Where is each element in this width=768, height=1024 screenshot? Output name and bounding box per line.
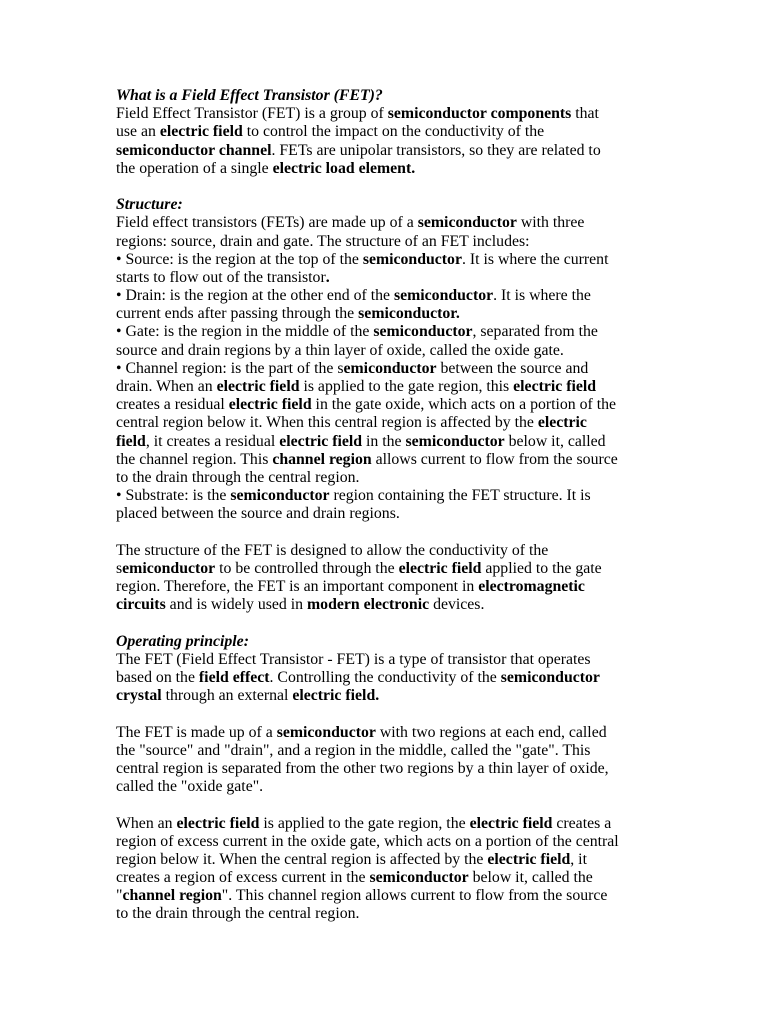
- blank-line: [116, 178, 658, 196]
- text-run: in the gate oxide, which acts on a portion of the: [311, 396, 617, 414]
- text-line: [116, 851, 658, 869]
- text-line: [116, 833, 658, 851]
- text-run: region containing the FET structure. It is: [329, 487, 591, 505]
- heading-text: What is a Field Effect Transistor (FET)?: [116, 87, 383, 104]
- text-line: [116, 451, 658, 469]
- text-line: [116, 651, 658, 669]
- text-run: The FET (Field Effect Transistor - FET) is a type of transistor that operates: [116, 650, 591, 668]
- text-run: devices.: [429, 596, 485, 614]
- text-run: to be controlled through the: [215, 559, 399, 577]
- bold-term: field: [116, 432, 146, 450]
- bold-term: electric field: [176, 814, 260, 832]
- blank-line: [116, 705, 658, 723]
- text-line: [116, 469, 658, 487]
- text-line: [116, 487, 658, 505]
- bold-term: electric field: [159, 123, 243, 141]
- text-line: [116, 323, 658, 341]
- text-run: allows current to flow from the source: [371, 450, 618, 468]
- bold-term: circuits: [116, 596, 166, 614]
- text-line: [116, 287, 658, 305]
- section-heading: [116, 196, 658, 214]
- text-run: drain. When an: [116, 378, 217, 395]
- text-run: the "source" and "drain", and a region in the middle, called the "gate". This: [116, 741, 591, 759]
- text-line: [116, 160, 658, 178]
- text-line: [116, 596, 658, 614]
- text-run: source and drain regions by a thin layer of oxide, called the oxide gate.: [116, 341, 564, 359]
- text-run: , separated from the: [472, 323, 598, 341]
- text-run: • Channel region: is the part of the s: [116, 359, 344, 377]
- text-run: and is widely used in: [165, 596, 308, 614]
- bold-term: semiconductor: [276, 723, 376, 741]
- text-run: with two regions at each end, called: [375, 723, 607, 741]
- text-run: placed between the source and drain regions.: [116, 505, 400, 523]
- bold-term: semiconductor: [417, 214, 517, 232]
- text-run: region of excess current in the oxide gate, which acts on a portion of the central: [116, 832, 619, 850]
- text-line: [116, 378, 658, 396]
- bold-term: electric field: [216, 378, 300, 395]
- section-heading: [116, 87, 658, 105]
- text-run: below it, called: [504, 432, 606, 450]
- bold-term: electric field.: [292, 687, 380, 705]
- bold-term: electric field: [398, 559, 482, 577]
- text-run: . It is where the: [493, 287, 591, 305]
- text-line: [116, 214, 658, 232]
- text-line: [116, 905, 658, 923]
- text-line: [116, 105, 658, 123]
- text-run: • Source: is the region at the top of the: [116, 250, 363, 268]
- bold-term: electric: [537, 414, 587, 432]
- text-run: current ends after passing through the: [116, 305, 359, 323]
- text-run: based on the: [116, 669, 199, 686]
- document-body: [116, 87, 658, 924]
- text-run: . Controlling the conductivity of the: [269, 669, 501, 686]
- bold-term: electric field: [279, 432, 363, 450]
- bold-term: electromagnetic: [478, 578, 585, 596]
- bold-term: semiconductor: [393, 287, 494, 305]
- text-line: [116, 505, 658, 523]
- text-run: to the drain through the central region.: [116, 905, 360, 923]
- bold-term: semiconductor: [362, 250, 462, 268]
- bold-term: semiconductor: [230, 487, 330, 505]
- text-run: s: [116, 559, 123, 577]
- text-run: below it, called the: [468, 869, 593, 887]
- text-run: ". This channel region allows current to flow from the source: [221, 887, 608, 905]
- text-line: [116, 414, 658, 432]
- text-line: [116, 669, 658, 687]
- text-run: that: [571, 105, 599, 123]
- text-run: central region is separated from the other two regions by a thin layer of oxide,: [116, 759, 609, 777]
- text-run: Field effect transistors (FETs) are made up of a: [116, 214, 418, 232]
- bold-term: semiconductor channel: [116, 141, 272, 159]
- text-run: the operation of a single: [116, 159, 273, 177]
- bold-term: emiconductor: [122, 559, 216, 577]
- bold-term: semiconductor: [373, 323, 473, 341]
- text-run: called the "oxide gate".: [116, 778, 264, 796]
- text-line: [116, 142, 658, 160]
- text-line: [116, 396, 658, 414]
- heading-text: Operating principle:: [116, 632, 249, 650]
- text-run: , it creates a residual: [145, 432, 280, 450]
- bold-term: crystal: [116, 687, 162, 705]
- text-run: the channel region. This: [116, 450, 273, 468]
- bold-term: electric field: [487, 850, 571, 868]
- text-line: [116, 342, 658, 360]
- text-line: [116, 233, 658, 251]
- bold-term: semiconductor: [500, 669, 600, 686]
- text-run: regions: source, drain and gate. The structure of an FET includes:: [116, 232, 530, 250]
- text-line: [116, 887, 658, 905]
- blank-line: [116, 614, 658, 632]
- text-run: creates a: [552, 814, 612, 832]
- text-run: When an: [116, 814, 177, 832]
- text-run: The structure of the FET is designed to allow the conductivity of the: [116, 541, 549, 559]
- text-line: [116, 269, 658, 287]
- text-run: is applied to the gate region, the: [259, 814, 470, 832]
- text-run: in the: [362, 432, 406, 450]
- text-line: [116, 433, 658, 451]
- bold-term: field effect: [198, 669, 270, 686]
- text-run: to the drain through the central region.: [116, 468, 360, 486]
- text-run: region. Therefore, the FET is an important component in: [116, 578, 479, 596]
- bold-term: electric load element.: [272, 159, 416, 177]
- bold-term: semiconductor.: [358, 305, 460, 323]
- text-run: region below it. When the central region is affected by the: [116, 850, 488, 868]
- text-run: , it: [570, 850, 587, 868]
- text-run: Field Effect Transistor (FET) is a group of: [116, 105, 388, 123]
- text-run: • Substrate: is the: [116, 487, 231, 505]
- text-line: [116, 742, 658, 760]
- text-run: The FET is made up of a: [116, 723, 277, 741]
- bold-term: semiconductor components: [387, 105, 572, 123]
- bold-term: electric field: [513, 378, 597, 395]
- text-line: [116, 760, 658, 778]
- text-run: through an external: [161, 687, 293, 705]
- text-run: ": [116, 887, 123, 905]
- text-line: [116, 123, 658, 141]
- text-line: [116, 724, 658, 742]
- bold-term: electric field: [228, 396, 312, 414]
- text-run: central region below it. When this central region is affected by the: [116, 414, 538, 432]
- text-line: [116, 251, 658, 269]
- text-run: between the source and: [436, 359, 589, 377]
- text-line: [116, 560, 658, 578]
- text-run: is applied to the gate region, this: [299, 378, 514, 395]
- text-run: . FETs are unipolar transistors, so they are related to: [271, 141, 601, 159]
- text-line: [116, 542, 658, 560]
- text-line: [116, 778, 658, 796]
- text-run: starts to flow out of the transistor: [116, 268, 326, 286]
- text-run: applied to the gate: [481, 559, 602, 577]
- blank-line: [116, 524, 658, 542]
- text-run: creates a region of excess current in the: [116, 869, 370, 887]
- text-run: with three: [516, 214, 585, 232]
- bold-term: electric field: [469, 814, 553, 832]
- bold-term: channel region: [272, 450, 372, 468]
- text-line: [116, 578, 658, 596]
- bold-term: modern electronic: [307, 596, 430, 614]
- bold-term: emiconductor: [343, 359, 437, 377]
- text-line: [116, 869, 658, 887]
- text-run: creates a residual: [116, 396, 229, 414]
- bold-term: semiconductor: [405, 432, 505, 450]
- bold-term: .: [325, 268, 330, 286]
- text-line: [116, 687, 658, 705]
- text-run: to control the impact on the conductivity of the: [242, 123, 545, 141]
- text-run: use an: [116, 123, 160, 141]
- text-line: [116, 815, 658, 833]
- text-run: • Gate: is the region in the middle of the: [116, 323, 374, 341]
- text-run: • Drain: is the region at the other end of the: [116, 287, 394, 305]
- bold-term: channel region: [122, 887, 222, 905]
- text-line: [116, 360, 658, 378]
- blank-line: [116, 796, 658, 814]
- text-line: [116, 305, 658, 323]
- heading-text: Structure:: [116, 196, 183, 214]
- bold-term: semiconductor: [369, 869, 469, 887]
- section-heading: [116, 633, 658, 651]
- text-run: . It is where the current: [461, 250, 609, 268]
